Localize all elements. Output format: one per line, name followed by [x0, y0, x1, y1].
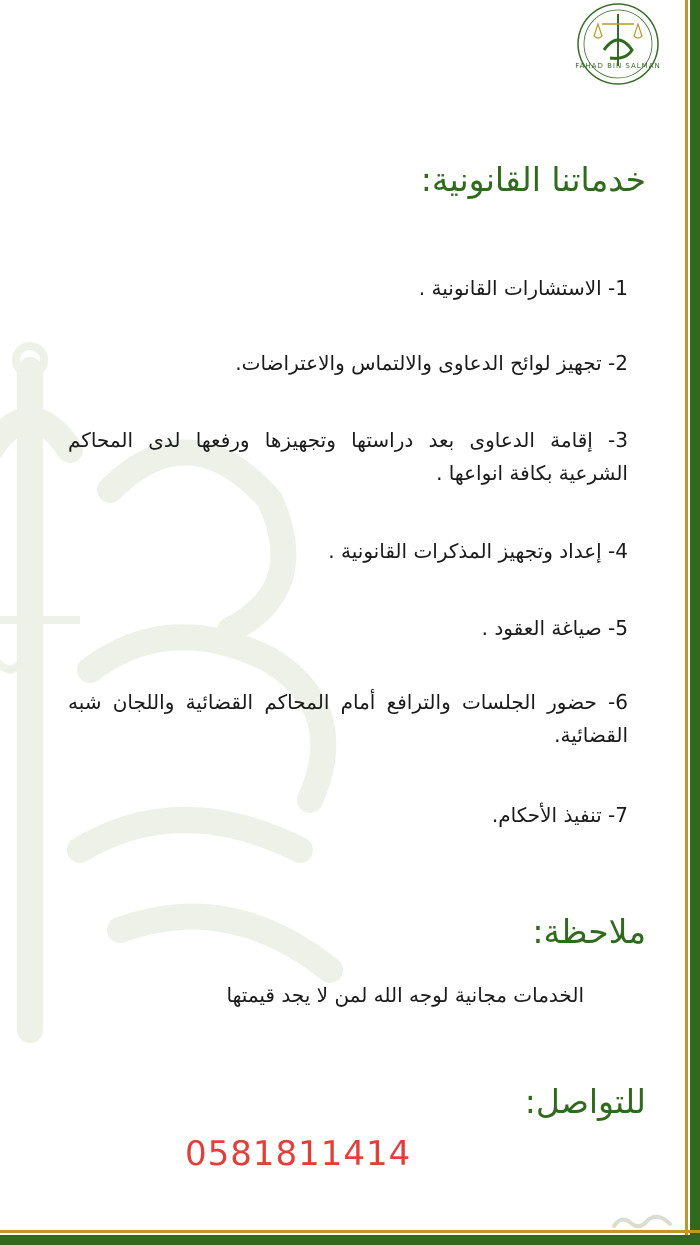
- note-text: الخدمات مجانية لوجه الله لمن لا يجد قيمتها: [226, 983, 584, 1007]
- service-item: 2- تجهيز لوائح الدعاوى والالتماس والاعتراضات.: [235, 351, 628, 375]
- service-item: 3- إقامة الدعاوى بعد دراستها وتجهيزها ورفعها لدى المحاكم الشرعية بكافة انواعها .: [68, 428, 628, 485]
- service-item: 1- الاستشارات القانونية .: [418, 276, 628, 300]
- services-title: خدماتنا القانونية:: [420, 160, 646, 199]
- contact-title: للتواصل:: [524, 1082, 646, 1121]
- service-item: 6- حضور الجلسات والترافع أمام المحاكم القضائية واللجان شبه القضائية.: [68, 690, 628, 747]
- main-content: [50, 0, 646, 1245]
- logo-caption: FAHAD BIN SALMAN: [575, 62, 661, 70]
- service-item: 5- صياغة العقود .: [481, 616, 628, 640]
- service-item: 7- تنفيذ الأحكام.: [491, 803, 628, 827]
- haraj-watermark-icon: [608, 1208, 678, 1236]
- frame-border-right: [690, 0, 700, 1245]
- note-title: ملاحظة:: [532, 912, 646, 951]
- contact-phone-number[interactable]: 0581811414: [185, 1134, 412, 1174]
- service-item: 4- إعداد وتجهيز المذكرات القانونية .: [328, 539, 628, 563]
- frame-accent-right: [685, 0, 688, 1245]
